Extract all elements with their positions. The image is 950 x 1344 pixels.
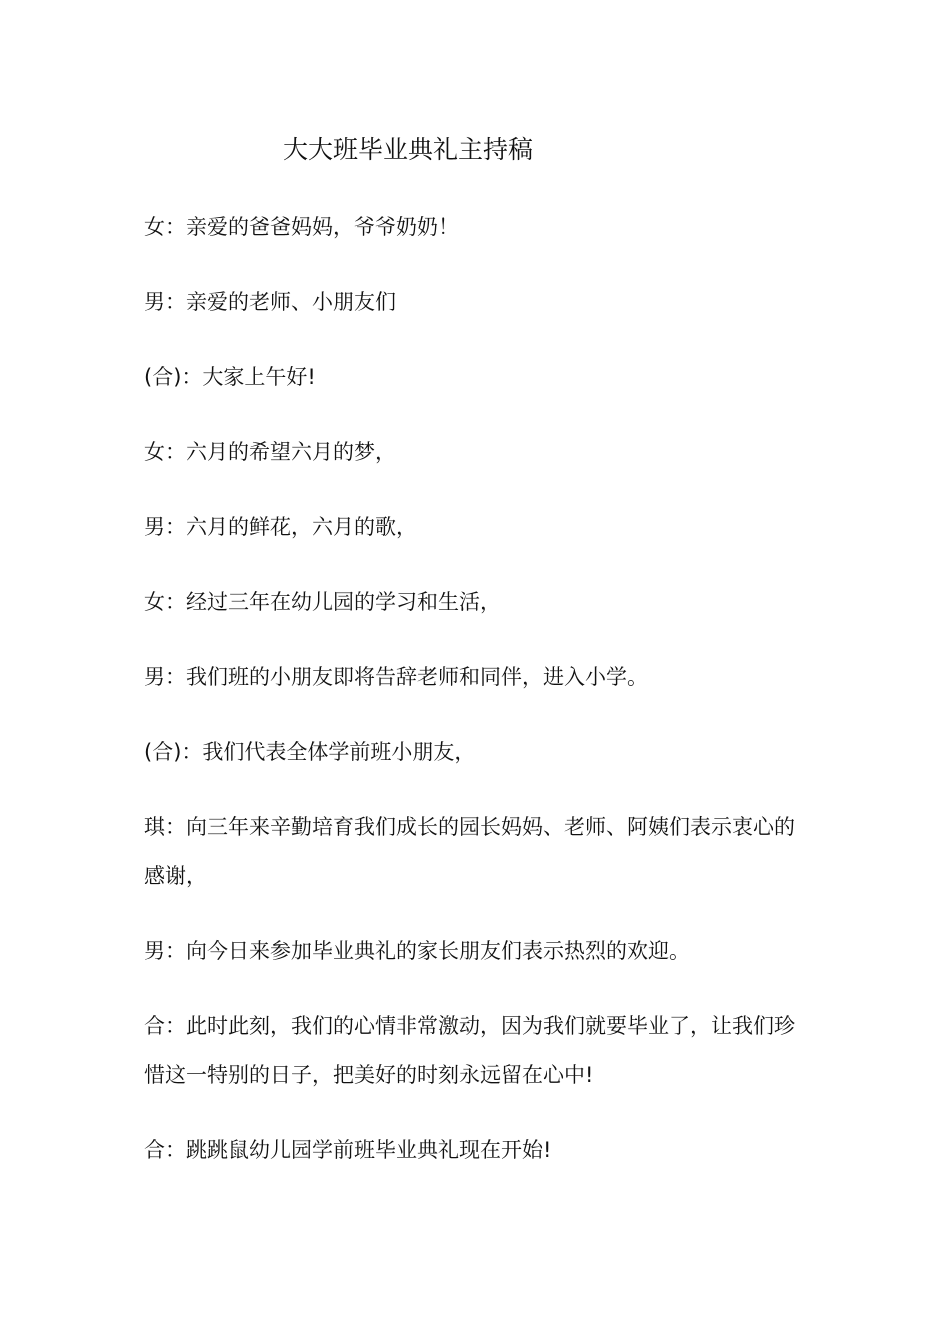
script-line: 女：经过三年在幼儿园的学习和生活，	[144, 590, 501, 614]
document-body	[144, 203, 804, 1201]
script-line: 女：六月的希望六月的梦，	[144, 440, 396, 464]
script-line: 女：亲爱的爸爸妈妈，爷爷奶奶！	[144, 215, 459, 239]
script-line: 合：此时此刻，我们的心情非常激动，因为我们就要毕业了，让我们珍惜这一特别的日子，把美好的时刻永远留在心中!	[144, 1014, 795, 1087]
script-line: (合)：大家上午好!	[144, 365, 316, 389]
script-line: 男：我们班的小朋友即将告辞老师和同伴，进入小学。	[144, 665, 648, 689]
script-line: 琪：向三年来辛勤培育我们成长的园长妈妈、老师、阿姨们表示衷心的感谢，	[144, 815, 795, 888]
script-line: (合)：我们代表全体学前班小朋友，	[144, 740, 476, 764]
document-title: 大大班毕业典礼主持稿	[282, 135, 533, 164]
script-line: 男：六月的鲜花，六月的歌，	[144, 515, 417, 539]
script-line: 合：跳跳鼠幼儿园学前班毕业典礼现在开始!	[144, 1138, 552, 1162]
script-line: 男：向今日来参加毕业典礼的家长朋友们表示热烈的欢迎。	[144, 939, 690, 963]
script-line: 男：亲爱的老师、小朋友们	[144, 290, 396, 314]
